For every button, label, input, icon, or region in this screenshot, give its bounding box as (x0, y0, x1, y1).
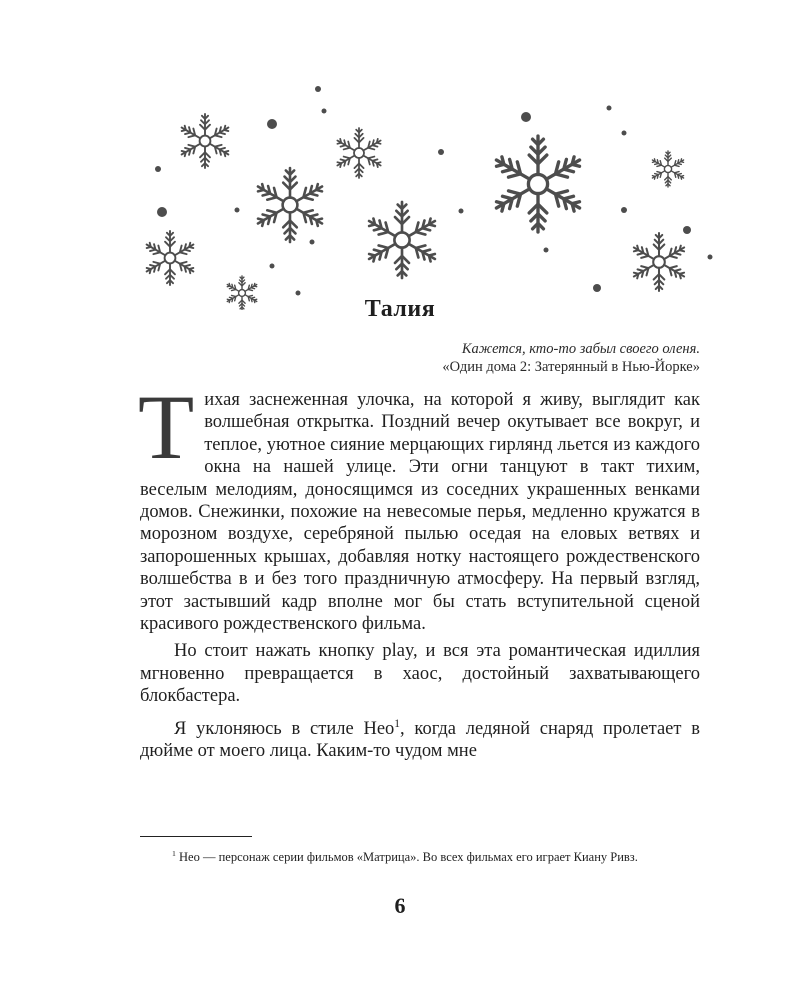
drop-cap: Т (138, 376, 195, 478)
chapter-title: Талия (364, 296, 436, 322)
snow-dot (521, 112, 531, 122)
snowflake-decoration (0, 0, 800, 310)
snow-dot (593, 284, 601, 292)
snow-dot (155, 166, 161, 172)
snowflake-icon (182, 114, 229, 168)
snow-dot (310, 240, 315, 245)
footnote-reference[interactable]: 1 (394, 717, 401, 730)
snowflake-icon (337, 128, 380, 178)
footnote-text: Нео — персонаж серии фильмов «Матрица». Во всех фильмах его играет Киану Ривз. (175, 850, 638, 865)
snow-dot (267, 119, 277, 129)
epigraph-quote: Кажется, кто-то забыл своего оленя. (461, 341, 700, 357)
snow-dot (296, 291, 301, 296)
paragraph-1-text: ихая заснеженная улочка, на которой я живу, выглядит как волшебная открытка. Поздний вечер окутывает все вокруг, и теплое, уютное сияние мерцающих гирлянд льется из каждого окна на нашей улице. Эти огни танцуют в такт тихим, веселым мелодиям, доносящимся из соседних украшенных венками домов. Снежинки, похожие на невесомые перья, медленно кружатся в морозном воздухе, серебряной пылью оседая на еловых ветвях и запорошенных крышах, добавляя нотку настоящего рождественского волшебства в и без того праздничную атмосферу. На первый взгляд, этот застывший кадр вполне мог бы стать вступительной сценой красивого рождественского фильма. (140, 390, 700, 635)
snowflake-icon (258, 168, 322, 242)
snow-dot (622, 131, 627, 136)
paragraph-3-start: Я уклоняюсь в стиле Нео (174, 718, 395, 739)
paragraph-3-end: , когда ледяной снаряд пролетает в дюйме от моего лица. Каким-то чудом мне (140, 718, 700, 762)
body-text (138, 376, 700, 763)
snowflake-icon (369, 202, 435, 278)
snow-dot (270, 264, 275, 269)
snow-dot (157, 207, 167, 217)
snow-dot (438, 149, 444, 155)
paragraph-1 (138, 376, 700, 635)
footnote (140, 845, 700, 866)
paragraph-2: Но стоит нажать кнопку play, и вся эта романтическая идиллия мгновенно превращается в хаос, достойный захватывающего блокбастера. (140, 641, 700, 707)
snow-dot (708, 255, 713, 260)
snow-dot (683, 226, 691, 234)
snow-dot (459, 209, 464, 214)
snowflake-icon (147, 231, 194, 285)
snow-dot (607, 106, 612, 111)
paragraph-3 (140, 713, 700, 763)
snow-dot (544, 248, 549, 253)
epigraph-source: «Один дома 2: Затерянный в Нью-Йорке» (442, 359, 700, 375)
snow-dot (315, 86, 321, 92)
footnote-mark: 1 (172, 849, 176, 858)
snowflake-icon (634, 233, 684, 291)
snow-dot (322, 109, 327, 114)
footnote-divider (140, 836, 252, 837)
snowflake-icon (496, 136, 579, 232)
snow-dot (235, 208, 240, 213)
snowflake-icon (652, 151, 683, 187)
page-number: 6 (394, 893, 406, 918)
snow-dot (621, 207, 627, 213)
